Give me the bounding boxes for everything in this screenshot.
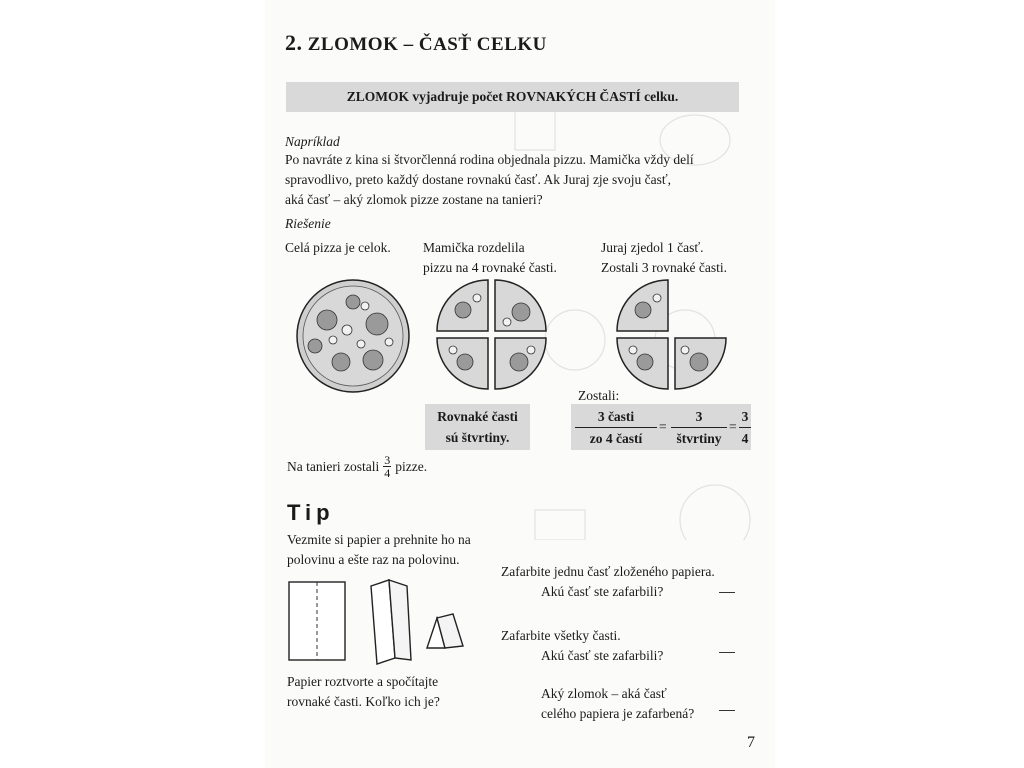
whole-pizza-caption: Celá pizza je celok. — [285, 240, 391, 255]
tip-heading: Tip — [287, 500, 335, 525]
fraction-parts — [575, 406, 657, 449]
fraction-parts-denominator: zo 4 častí — [589, 431, 643, 446]
question-2-line-2: Akú časť ste zafarbili? — [541, 648, 664, 663]
tip-unfold-line-1: Papier roztvorte a spočítajte — [287, 674, 439, 689]
tip-intro-line-1: Vezmite si papier a prehnite ho na — [287, 532, 471, 547]
eaten-pizza-caption — [601, 238, 727, 278]
remaining-label: Zostali: — [578, 388, 620, 403]
section-title — [285, 30, 547, 56]
plate-prefix: Na tanieri zostali — [287, 458, 380, 474]
example-text — [285, 150, 765, 210]
fraction-numeric — [739, 406, 751, 449]
answer-blank-1[interactable] — [719, 592, 735, 593]
question-1-line-1: Zafarbite jednu časť zloženého papiera. — [501, 564, 715, 579]
definition-banner: ZLOMOK vyjadruje počet ROVNAKÝCH ČASTÍ celku. — [286, 82, 739, 112]
workbook-page — [265, 0, 775, 768]
plate-sentence — [287, 454, 427, 479]
title-number: 2. — [285, 30, 303, 55]
example-line-1: Po navráte z kina si štvorčlenná rodina objednala pizzu. Mamička vždy delí — [285, 152, 694, 167]
tip-unfold-line-2: rovnaké časti. Koľko ich je? — [287, 694, 440, 709]
divided-caption-line-2: pizzu na 4 rovnaké časti. — [423, 260, 557, 275]
example-label: Napríklad — [285, 134, 340, 149]
eaten-caption-line-1: Juraj zjedol 1 časť. — [601, 240, 704, 255]
paper-folding-illustration — [285, 578, 475, 668]
question-1-line-2: Akú časť ste zafarbili? — [541, 584, 664, 599]
divided-caption-line-1: Mamička rozdelila — [423, 240, 525, 255]
fraction-quarters-numerator: 3 — [671, 406, 727, 428]
fraction-quarters-denominator: štvrtiny — [676, 431, 722, 446]
fraction-parts-numerator: 3 časti — [575, 406, 657, 428]
solution-label: Riešenie — [285, 216, 331, 231]
fraction-quarters — [671, 406, 727, 449]
whole-pizza-image — [285, 278, 425, 398]
question-2-line-1: Zafarbite všetky časti. — [501, 628, 621, 643]
fraction-numeric-numerator: 3 — [739, 406, 751, 428]
divided-pizza-caption — [423, 238, 557, 278]
question-1 — [501, 562, 715, 602]
tip-intro-line-2: polovinu a ešte raz na polovinu. — [287, 552, 460, 567]
equals-sign-1: = — [659, 419, 667, 434]
question-3-line-1: Aký zlomok – aká časť — [541, 686, 667, 701]
question-3 — [541, 684, 694, 724]
remaining-pizza-image — [605, 278, 745, 398]
question-2 — [501, 626, 663, 666]
answer-blank-2[interactable] — [719, 652, 735, 653]
example-line-3: aká časť – aký zlomok pizze zostane na tanieri? — [285, 192, 543, 207]
plate-fraction-denominator: 4 — [384, 466, 391, 480]
equals-sign-2: = — [729, 419, 737, 434]
divided-pizza-image — [425, 278, 565, 398]
plate-fraction-numerator: 3 — [384, 453, 391, 467]
tip-unfold — [287, 672, 440, 712]
title-text: ZLOMOK – ČASŤ CELKU — [307, 34, 547, 55]
remaining-fraction-box — [571, 404, 751, 450]
plate-fraction — [383, 454, 391, 479]
equal-parts-line-2: sú štvrtiny. — [445, 430, 510, 445]
eaten-caption-line-2: Zostali 3 rovnaké časti. — [601, 260, 727, 275]
fraction-numeric-denominator: 4 — [741, 431, 749, 446]
example-line-2: spravodlivo, preto každý dostane rovnakú časť. Ak Juraj zje svoju časť, — [285, 172, 672, 187]
page-number: 7 — [747, 734, 755, 751]
equal-parts-line-1: Rovnaké časti — [437, 409, 518, 424]
equal-parts-box — [425, 404, 530, 450]
question-3-line-2: celého papiera je zafarbená? — [541, 706, 695, 721]
answer-blank-3[interactable] — [719, 710, 735, 711]
plate-suffix: pizze. — [395, 458, 428, 474]
tip-intro — [287, 530, 471, 570]
